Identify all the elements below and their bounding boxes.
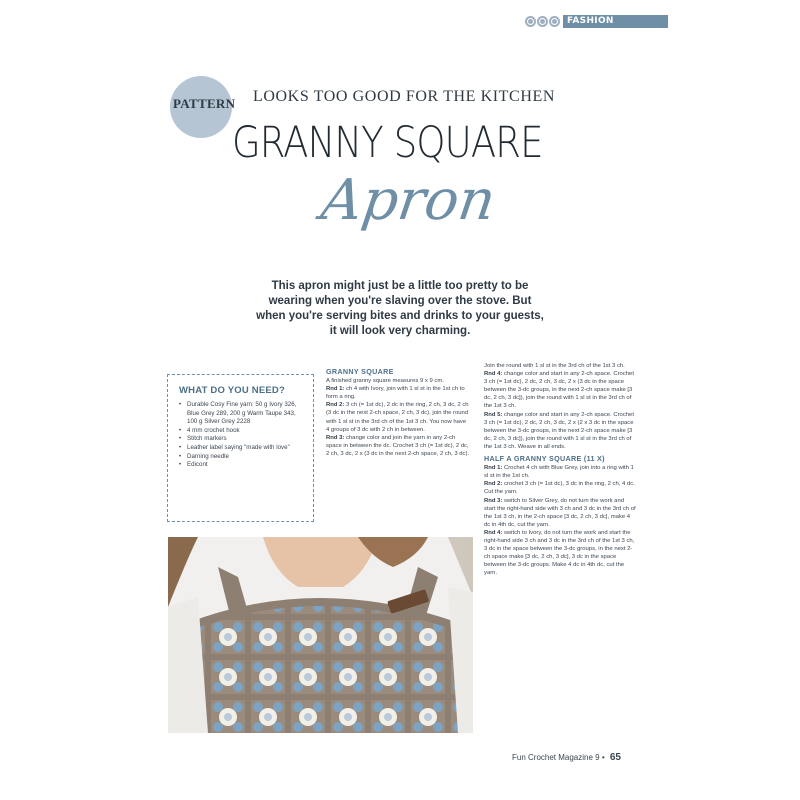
- instruction-line: [484, 464, 636, 480]
- footer-separator: •: [601, 753, 607, 762]
- materials-item: • Darning needle: [179, 453, 305, 462]
- kicker-heading: LOOKS TOO GOOD FOR THE KITCHEN: [253, 88, 556, 105]
- materials-item: • Stitch markers: [179, 435, 305, 444]
- round-text: switch to Silver Grey, do not turn the work and start the right-hand side with 3 ch and 3 dc in the 3rd ch of the 1st 3 ch, in the 2-ch space [3 dc, 2 ch, 3 dc], make 4 dc in 4th dc, cut the yarn.: [484, 497, 636, 528]
- instruction-line: [484, 362, 636, 370]
- section-label: FASHION: [563, 15, 668, 28]
- half-square-heading: HALF A GRANNY SQUARE (11 X): [484, 454, 605, 464]
- apron-photo: [168, 537, 473, 733]
- instruction-line: [326, 434, 471, 458]
- materials-list: [179, 401, 305, 470]
- round-text: change color and start in any 2-ch space. Crochet 3 ch (= 1st dc), 2 dc, 2 ch, 3 dc, 2 x (3 dc in the space between the 3-dc groups, in the next 2-ch space make [3 dc, 2 ch, 3 dc]), join the round with 1 sl st in the 3rd ch of the 1st 3 ch.: [484, 371, 634, 410]
- apron-photo-illustration: [168, 537, 473, 733]
- instruction-line: [484, 370, 636, 410]
- magazine-name: Fun Crochet Magazine 9: [512, 753, 600, 762]
- round-text: ch 4 with Ivory, join with 1 sl st in the 1st ch to form a ring.: [326, 386, 465, 401]
- round-text: 3 ch (= 1st dc), 2 dc in the ring, 2 ch, 3 dc, 2 ch (3 dc in the next 2-ch space, 2 ch, 3 dc), join the round with 1 sl st in the 3rd ch of the 1st 3 ch. You now have 4 groups of 3 dc with 2 ch in between.: [326, 402, 469, 433]
- instruction-line: [484, 497, 636, 529]
- yarn-ball-icon: [537, 16, 548, 27]
- round-label: Rnd 4:: [484, 371, 503, 378]
- page-number: 65: [609, 752, 621, 763]
- instruction-line: [484, 411, 636, 451]
- round-label: Rnd 1:: [326, 386, 345, 393]
- round-label: Rnd 3:: [484, 497, 503, 504]
- instruction-line: [326, 377, 471, 385]
- round-text: Join the round with 1 sl st in the 3rd ch of the 1st 3 ch.: [484, 363, 625, 369]
- continued-instructions: [484, 362, 636, 577]
- round-text: crochet 3 ch (= 1st dc), 3 dc in the ring, 2 ch, 4 dc. Cut the yarn.: [484, 481, 635, 496]
- page-title: GRANNY SQUARE: [232, 118, 543, 168]
- materials-box: [167, 374, 314, 522]
- header-dots: [525, 16, 560, 27]
- round-text: Crochet 4 ch with Blue Grey, join into a ring with 1 sl st in the 1st ch.: [484, 465, 634, 480]
- round-text: A finished granny square measures 9 x 9 cm.: [326, 378, 444, 385]
- intro-paragraph: This apron might just be a little too pretty to be wearing when you're slaving over the stove. But when you're serving bites and drinks to your guests, it will look very charming.: [256, 280, 544, 337]
- script-title: Apron: [317, 168, 500, 233]
- instruction-line: [484, 529, 636, 578]
- round-label: Rnd 2:: [326, 402, 345, 409]
- materials-item: • Leather label saying "made with love": [179, 444, 305, 453]
- round-label: Rnd 4:: [484, 529, 503, 536]
- granny-square-heading: GRANNY SQUARE: [326, 367, 394, 376]
- round-label: Rnd 2:: [484, 481, 503, 488]
- yarn-ball-icon: [549, 16, 560, 27]
- round-text: change color and join the yarn in any 2-ch space in between the dc. Crochet 3 ch (= 1st dc), 2 dc, 2 ch, 3 dc, 2 x (3 dc in the next 2-ch space, 2 ch, 3 dc).: [326, 434, 470, 457]
- granny-square-section: [326, 368, 471, 458]
- pattern-badge-label: PATTERN: [173, 96, 236, 111]
- round-text: change color and start in any 2-ch space. Crochet 3 ch (= 1st dc), 2 dc, 2 ch, 3 dc, 2 x (2 x 3 dc in the space between the 3-dc groups, in the next 2-ch space make [3 dc, 2 ch, 3 dc]), join the round with 1 sl st in the 3rd ch of the 1st 3 ch. Weave in all ends.: [484, 411, 634, 450]
- instruction-line: [484, 480, 636, 496]
- section-header: [525, 14, 668, 29]
- materials-heading: WHAT DO YOU NEED?: [179, 385, 285, 396]
- yarn-ball-icon: [525, 16, 536, 27]
- instruction-line: [326, 401, 471, 433]
- round-label: Rnd 3:: [326, 434, 345, 441]
- materials-item: • Durable Cosy Fine yarn: 50 g Ivory 326, Blue Grey 289, 200 g Warm Taupe 343, 100 g Silver Grey 2228: [179, 401, 305, 427]
- page-footer: [512, 752, 621, 763]
- round-text: switch to Ivory, do not turn the work and start the right-hand side 3 ch and 3 dc in the 3rd ch of the 1st 3 ch, 3 dc in the space between the 3-dc groups, in the next 2-ch space make [3 dc, 2 ch, 3 dc], 3 dc in the space between the 3-dc groups. Make 4 dc in 4th dc, cut the yarn.: [484, 529, 635, 577]
- round-label: Rnd 5:: [484, 411, 503, 418]
- instruction-line: [326, 385, 471, 401]
- round-label: Rnd 1:: [484, 465, 503, 472]
- materials-item: • 4 mm crochet hook: [179, 427, 305, 436]
- materials-item: • Edicont: [179, 461, 305, 470]
